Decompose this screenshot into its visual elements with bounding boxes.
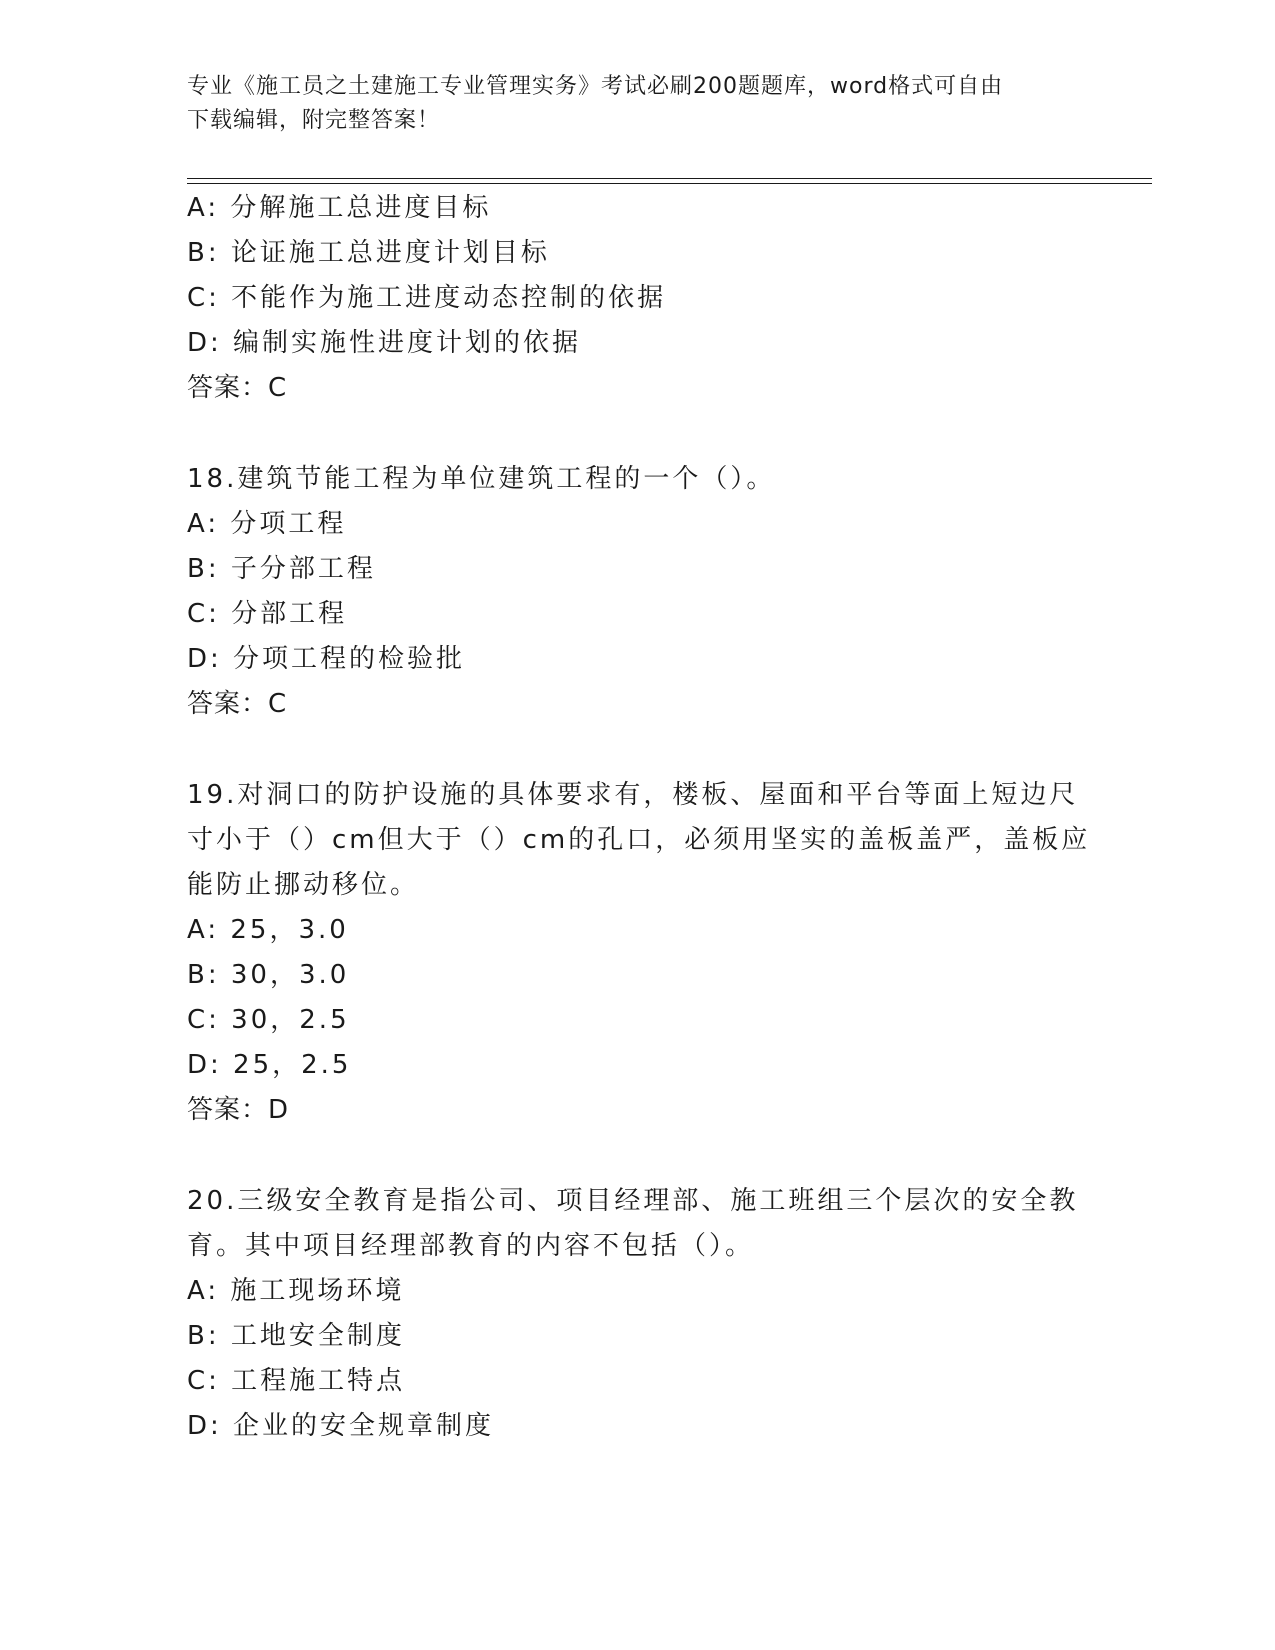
document-header: [187, 70, 1087, 138]
header-line-1: 专业《施工员之土建施工专业管理实务》考试必刷200题题库，word格式可自由: [187, 74, 1004, 99]
q19-stem-line-2: 寸小于（）cm但大于（）cm的孔口，必须用坚实的盖板盖严，盖板应: [187, 825, 1091, 855]
q19-option-b: B: 30，3.0: [187, 960, 350, 990]
q19-stem-line-1: 19.对洞口的防护设施的具体要求有，楼板、屋面和平台等面上短边尺: [187, 780, 1079, 810]
header-line-2: 下载编辑，附完整答案！: [187, 108, 441, 133]
q20-stem-line-2: 育。其中项目经理部教育的内容不包括（）。: [187, 1231, 755, 1261]
q18-option-b: B: 子分部工程: [187, 554, 376, 584]
q19-stem-line-3: 能防止挪动移位。: [187, 870, 420, 900]
q19-option-d: D: 25，2.5: [187, 1050, 352, 1080]
q17-option-a: A: 分解施工总进度目标: [187, 193, 492, 223]
q18-option-d: D: 分项工程的检验批: [187, 644, 466, 674]
q20-option-d: D: 企业的安全规章制度: [187, 1411, 495, 1441]
q20-option-a: A: 施工现场环境: [187, 1276, 405, 1306]
q19-option-c: C: 30，2.5: [187, 1005, 350, 1035]
q20-stem-line-1: 20.三级安全教育是指公司、项目经理部、施工班组三个层次的安全教: [187, 1186, 1079, 1216]
q17-answer: 答案：C: [187, 373, 288, 403]
q17-option-b: B: 论证施工总进度计划目标: [187, 238, 550, 268]
q20-option-b: B: 工地安全制度: [187, 1321, 405, 1351]
q17-option-d: D: 编制实施性进度计划的依据: [187, 328, 582, 358]
q18-answer: 答案：C: [187, 689, 288, 719]
q17-option-c: C: 不能作为施工进度动态控制的依据: [187, 283, 667, 313]
header-divider-top: [187, 178, 1152, 179]
header-divider-bottom: [187, 183, 1152, 184]
q19-answer: 答案：D: [187, 1095, 290, 1125]
q18-stem: 18.建筑节能工程为单位建筑工程的一个（）。: [187, 464, 776, 494]
q18-option-a: A: 分项工程: [187, 509, 347, 539]
q20-option-c: C: 工程施工特点: [187, 1366, 406, 1396]
q19-option-a: A: 25，3.0: [187, 915, 349, 945]
q18-option-c: C: 分部工程: [187, 599, 348, 629]
